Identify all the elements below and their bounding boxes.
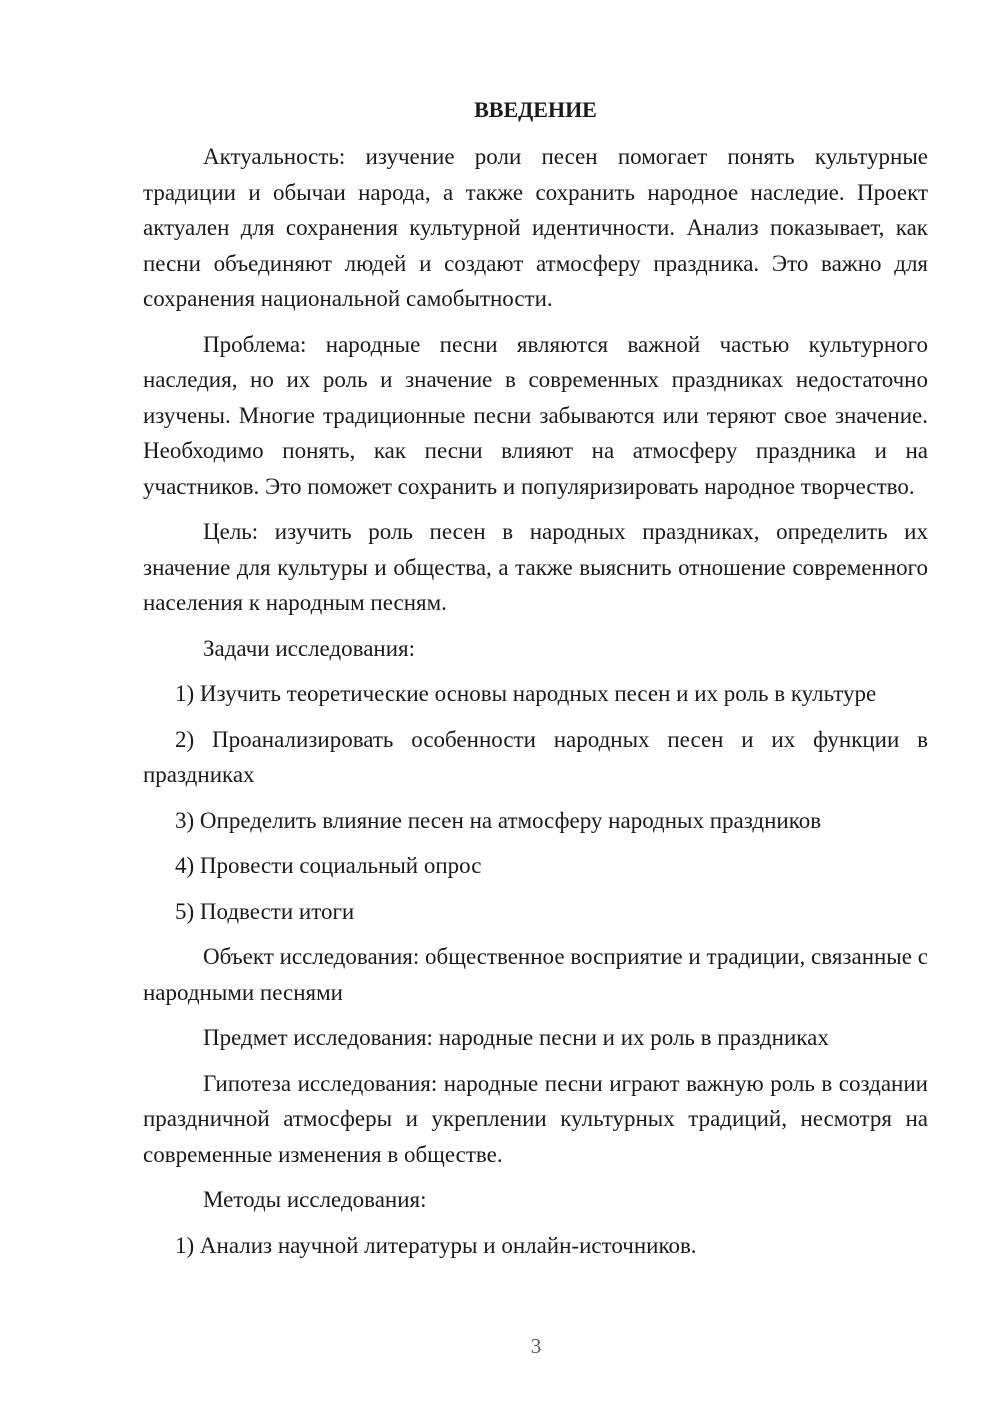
tasks-heading: Задачи исследования: <box>203 635 416 661</box>
method-item: 1) Анализ научной литературы и онлайн-источников. <box>175 1232 697 1258</box>
section-title: ВВЕДЕНИЕ <box>474 97 597 122</box>
task-item: 3) Определить влияние песен на атмосферу народных праздников <box>175 807 822 833</box>
subject-paragraph: Предмет исследования: народные песни и их роль в праздниках <box>203 1025 829 1050</box>
relevance-paragraph: Актуальность: изучение роли песен помогает понять культурные традиции и обычаи народа, а также сохранить народное наследие. Проект актуален для сохранения культурной идентичности. Анализ показывает, как песни объединяют людей и создают атмосферу праздника. Это важно для сохранения национальной самобытности. <box>143 144 928 311</box>
page-number: 3 <box>530 1334 542 1358</box>
task-item: 1) Изучить теоретические основы народных песен и их роль в культуре <box>175 681 877 706</box>
document-page <box>143 90 928 1273</box>
methods-heading: Методы исследования: <box>203 1187 427 1212</box>
problem-paragraph: Проблема: народные песни являются важной частью культурного наследия, но их роль и значение в современных праздниках недостаточно изучены. Многие традиционные песни забываются или теряют свое значение. Необходимо понять, как песни влияют на атмосферу праздника и на участников. Это поможет сохранить и популяризировать народное творчество. <box>143 331 928 499</box>
task-item: 4) Провести социальный опрос <box>175 853 482 878</box>
task-item: 5) Подвести итоги <box>175 898 355 924</box>
task-item: 2) Проанализировать особенности народных песен и их функции в праздниках <box>143 726 928 787</box>
hypothesis-paragraph: Гипотеза исследования: народные песни играют важную роль в создании праздничной атмосферы и укреплении культурных традиций, несмотря на современные изменения в обществе. <box>143 1070 928 1167</box>
goal-paragraph: Цель: изучить роль песен в народных праздниках, определить их значение для культуры и общества, а также выяснить отношение современного населения к народным песням. <box>143 519 928 615</box>
object-paragraph: Объект исследования: общественное восприятие и традиции, связанные с народными песнями <box>143 944 928 1005</box>
